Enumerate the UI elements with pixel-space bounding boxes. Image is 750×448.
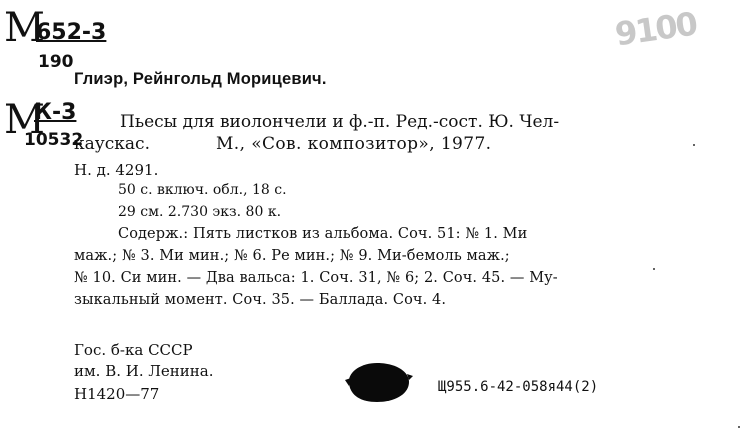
library-name-2: им. В. И. Ленина. bbox=[74, 362, 214, 380]
handwritten-shelf-number-middle: 10532 bbox=[24, 130, 84, 150]
contents-line-2: маж.; № 3. Ми мин.; № 6. Ре мин.; № 9. Ми-бемоль маж.; bbox=[74, 248, 510, 264]
faint-pencil-number: 9100 bbox=[612, 4, 699, 54]
imprint: М., «Сов. композитор», 1977. bbox=[216, 134, 492, 154]
contents-line-3: № 10. Си мин. — Два вальса: 1. Соч. 31, № 6; 2. Соч. 45. — Му- bbox=[74, 270, 558, 286]
title-line-2a: каускас. bbox=[74, 134, 150, 154]
handwritten-m-top: М bbox=[4, 5, 45, 51]
physical-description-1: 50 с. включ. обл., 18 с. bbox=[118, 182, 287, 198]
scan-speck bbox=[653, 268, 655, 270]
contents-line-4: зыкальный момент. Соч. 35. — Баллада. Соч. 4. bbox=[74, 292, 447, 308]
scan-speck bbox=[693, 144, 695, 146]
publisher-number: Н. д. 4291. bbox=[74, 161, 159, 179]
contents-line-1: Содерж.: Пять листков из альбома. Соч. 51: № 1. Ми bbox=[118, 226, 528, 242]
author-heading: Глиэр, Рейнгольд Морицевич. bbox=[74, 70, 327, 88]
punch-hole bbox=[343, 360, 413, 404]
handwritten-shelf-code-top: 652-3 bbox=[36, 20, 107, 45]
card-number: Н1420—77 bbox=[74, 385, 160, 403]
physical-description-2: 29 см. 2.730 экз. 80 к. bbox=[118, 204, 282, 220]
handwritten-shelf-number-top: 190 bbox=[38, 52, 74, 72]
library-name: Гос. б-ка СССР bbox=[74, 341, 193, 359]
title-line-1: Пьесы для виолончели и ф.-п. Ред.-сост. Ю. Чел- bbox=[120, 112, 560, 132]
handwritten-shelf-code-middle: К-3 bbox=[34, 100, 77, 125]
classification-index: Щ955.6-42-058я44(2) bbox=[438, 379, 599, 395]
scan-speck bbox=[738, 426, 740, 428]
handwritten-m-middle: М bbox=[4, 97, 45, 143]
